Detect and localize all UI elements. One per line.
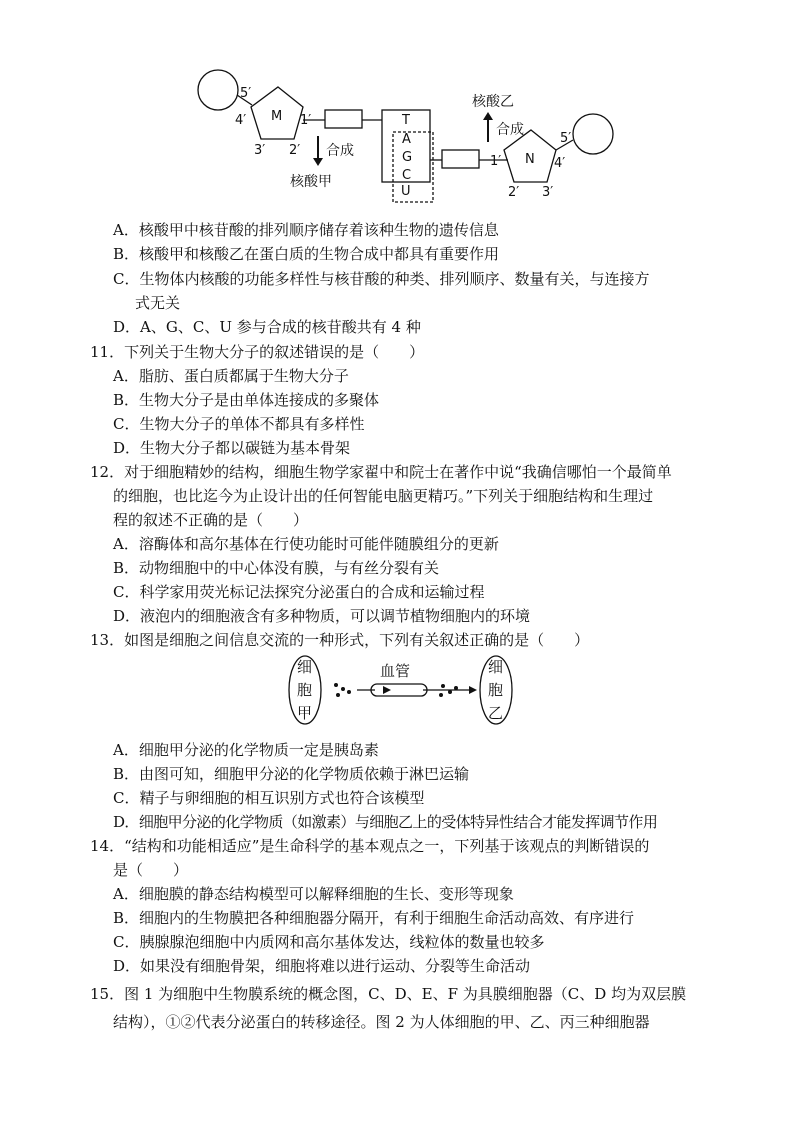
q15-stem-2: 结构），①②代表分泌蛋白的转移途径。图 2 为人体细胞的甲、乙、丙三种细胞器 xyxy=(113,1013,650,1031)
vessel-label: 血管 xyxy=(380,662,411,680)
q10-option-b: B．核酸甲和核酸乙在蛋白质的生物合成中都具有重要作用 xyxy=(113,245,500,263)
q10-option-a: A．核酸甲中核苷酸的排列顺序储存着该种生物的遗传信息 xyxy=(113,221,499,239)
synth-label-a: 合成 xyxy=(326,143,354,159)
base-g: G xyxy=(402,150,413,165)
q10-option-c-cont: 式无关 xyxy=(135,294,181,312)
left-sugar-label: M xyxy=(271,109,283,124)
left-phosphate xyxy=(198,70,238,110)
base-u: U xyxy=(401,184,411,199)
q12-option-d: D．液泡内的细胞液含有多种物质，可以调节植物细胞内的环境 xyxy=(113,607,531,625)
cell-b-char-1: 细 xyxy=(488,658,504,676)
product-b-label: 核酸乙 xyxy=(472,94,514,110)
q14-option-c: C．胰腺腺泡细胞中内质网和高尔基体发达，线粒体的数量也较多 xyxy=(113,933,545,951)
q13-option-c: C．精子与卵细胞的相互识别方式也符合该模型 xyxy=(113,789,425,807)
cell-a-char-2: 胞 xyxy=(297,681,313,699)
right-1-prime: 1′ xyxy=(490,154,502,169)
product-a-label: 核酸甲 xyxy=(290,174,332,190)
q12-option-a: A．溶酶体和高尔基体在行使功能时可能伴随膜组分的更新 xyxy=(113,535,499,553)
q12-stem-1: 12．对于细胞精妙的结构，细胞生物学家翟中和院士在著作中说“我确信哪怕一个最简单 xyxy=(90,463,672,481)
q12-stem-2: 的细胞，也比迄今为止设计出的任何智能电脑更精巧。”下列关于细胞结构和生理过 xyxy=(113,487,654,505)
q11-option-b: B．生物大分子是由单体连接成的多聚体 xyxy=(113,391,380,409)
right-2-prime: 2′ xyxy=(508,185,520,200)
q14-stem: 14．“结构和功能相适应”是生命科学的基本观点之一，下列基于该观点的判断错误的 xyxy=(90,837,650,855)
q13-option-a: A．细胞甲分泌的化学物质一定是胰岛素 xyxy=(113,741,379,759)
q13-stem: 13．如图是细胞之间信息交流的一种形式，下列有关叙述正确的是（ ） xyxy=(90,631,590,649)
cell-signaling-diagram xyxy=(283,652,523,728)
q14-option-b: B．细胞内的生物膜把各种细胞器分隔开，有利于细胞生命活动高效、有序进行 xyxy=(113,909,635,927)
q13-option-b: B．由图可知，细胞甲分泌的化学物质依赖于淋巴运输 xyxy=(113,765,470,783)
left-1-prime: 1′ xyxy=(300,113,312,128)
q15-stem-1: 15．图 1 为细胞中生物膜系统的概念图，C、D、E、F 为具膜细胞器（C、D 均为双层膜 xyxy=(90,985,687,1003)
q12-stem-3: 程的叙述不正确的是（ ） xyxy=(113,511,309,529)
q14-stem-cont: 是（ ） xyxy=(113,861,189,879)
right-phosphate xyxy=(573,114,613,154)
q10-option-d: D．A、G、C、U 参与合成的核苷酸共有 4 种 xyxy=(113,318,421,336)
base-t: T xyxy=(402,113,410,128)
rna-bases-dashed-box xyxy=(393,132,433,202)
left-2-prime: 2′ xyxy=(289,143,301,158)
base-c: C xyxy=(402,168,412,183)
q11-option-d: D．生物大分子都以碳链为基本骨架 xyxy=(113,439,351,457)
q13-option-d: D．细胞甲分泌的化学物质（如激素）与细胞乙上的受体特异性结合才能发挥调节作用 xyxy=(113,813,658,831)
q11-option-a: A．脂肪、蛋白质都属于生物大分子 xyxy=(113,367,349,385)
cell-a-char-1: 细 xyxy=(297,658,313,676)
q12-option-c: C．科学家用荧光标记法探究分泌蛋白的合成和运输过程 xyxy=(113,583,485,601)
cell-b-char-3: 乙 xyxy=(488,704,504,722)
right-sugar-label: N xyxy=(525,152,535,167)
q11-option-c: C．生物大分子的单体不都具有多样性 xyxy=(113,415,365,433)
left-base-box xyxy=(325,110,362,128)
cell-b-char-2: 胞 xyxy=(488,681,504,699)
blood-vessel xyxy=(371,684,427,696)
cell-a-char-3: 甲 xyxy=(297,704,313,722)
right-base-box xyxy=(442,150,479,168)
left-5-prime: 5′ xyxy=(240,86,252,101)
right-5-prime: 5′ xyxy=(560,131,572,146)
nucleotide-diagram xyxy=(190,62,640,200)
left-4-prime: 4′ xyxy=(235,113,247,128)
q11-stem: 11．下列关于生物大分子的叙述错误的是（ ） xyxy=(90,343,425,361)
q10-option-c: C．生物体内核酸的功能多样性与核苷酸的种类、排列顺序、数量有关，与连接方 xyxy=(113,270,650,288)
right-3-prime: 3′ xyxy=(542,185,554,200)
left-3-prime: 3′ xyxy=(254,143,266,158)
right-4-prime: 4′ xyxy=(554,156,566,171)
synth-label-b: 合成 xyxy=(496,122,524,138)
q12-option-b: B．动物细胞中的中心体没有膜，与有丝分裂有关 xyxy=(113,559,440,577)
q14-option-d: D．如果没有细胞骨架，细胞将难以进行运动、分裂等生命活动 xyxy=(113,957,531,975)
q14-option-a: A．细胞膜的静态结构模型可以解释细胞的生长、变形等现象 xyxy=(113,885,514,903)
base-a: A xyxy=(402,132,411,147)
